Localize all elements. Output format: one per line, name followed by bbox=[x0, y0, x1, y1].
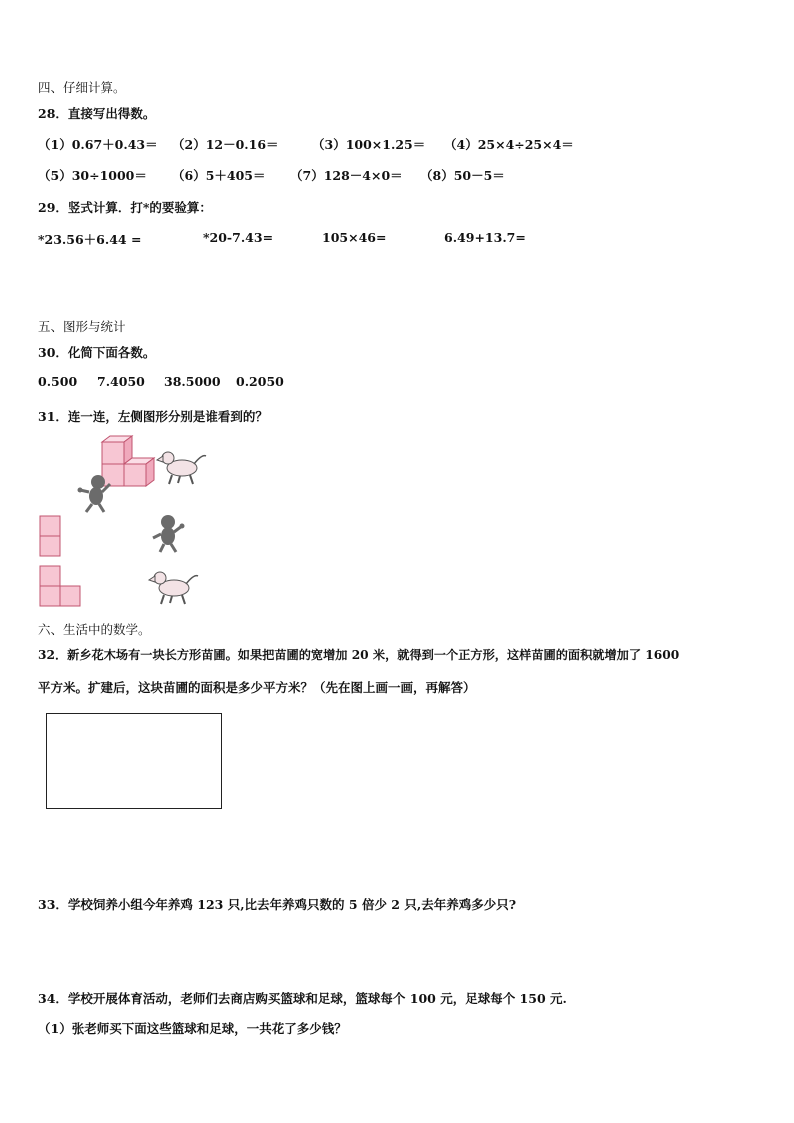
question-32-line2: 平方米。扩建后，这块苗圃的面积是多少平方米？（先在图上画一画，再解答） bbox=[38, 680, 476, 695]
question-28-title: 28．直接写出得数。 bbox=[38, 106, 156, 121]
vertical-calc-item: *20-7.43= bbox=[203, 230, 274, 245]
section-heading-4: 四、仔细计算。 bbox=[38, 80, 126, 95]
calc-item: （6）5＋405＝ bbox=[172, 168, 266, 183]
drawing-rectangle bbox=[46, 713, 222, 809]
section-heading-5: 五、图形与统计 bbox=[38, 319, 126, 334]
view-shape-vertical bbox=[40, 516, 60, 556]
section-heading-6: 六、生活中的数学。 bbox=[38, 622, 151, 637]
question-34-title: 34．学校开展体育活动，老师们去商店购买篮球和足球，篮球每个 100 元，足球每个 150 元. bbox=[38, 991, 567, 1006]
simplify-number: 0.2050 bbox=[236, 374, 284, 389]
question-33: 33．学校饲养小组今年养鸡 123 只,比去年养鸡只数的 5 倍少 2 只,去年养鸡多少只? bbox=[38, 897, 517, 912]
dog-icon bbox=[157, 452, 206, 484]
question-29-title: 29．竖式计算．打*的要验算： bbox=[38, 200, 212, 215]
views-illustration bbox=[30, 432, 220, 614]
simplify-number: 7.4050 bbox=[97, 374, 145, 389]
question-32-line1: 32．新乡花木场有一块长方形苗圃。如果把苗圃的宽增加 20 米，就得到一个正方形，这样苗圃的面积就增加了 1600 bbox=[38, 648, 680, 662]
monkey-icon bbox=[153, 515, 185, 552]
vertical-calc-item: *23.56＋6.44 = bbox=[38, 232, 142, 247]
simplify-number: 0.500 bbox=[38, 374, 78, 389]
vertical-calc-item: 105×46= bbox=[322, 230, 387, 245]
calc-item: （2）12－0.16＝ bbox=[172, 137, 279, 152]
calc-item: （8）50－5＝ bbox=[420, 168, 505, 183]
cube-stack-figure bbox=[102, 436, 154, 486]
calc-item: （5）30÷1000＝ bbox=[38, 168, 147, 183]
calc-item: （3）100×1.25＝ bbox=[312, 137, 426, 152]
simplify-number: 38.5000 bbox=[164, 374, 221, 389]
calc-item: （7）128－4×0＝ bbox=[290, 168, 403, 183]
dog-icon bbox=[149, 572, 198, 604]
vertical-calc-item: 6.49+13.7= bbox=[444, 230, 526, 245]
question-30-title: 30．化简下面各数。 bbox=[38, 345, 156, 360]
calc-item: （4）25×4÷25×4＝ bbox=[444, 137, 574, 152]
question-31-title: 31．连一连，左侧图形分别是谁看到的？ bbox=[38, 409, 268, 424]
calc-item: （1）0.67＋0.43＝ bbox=[38, 137, 158, 152]
view-shape-l bbox=[40, 566, 80, 606]
question-34-sub1: （1）张老师买下面这些篮球和足球，一共花了多少钱？ bbox=[38, 1021, 347, 1036]
